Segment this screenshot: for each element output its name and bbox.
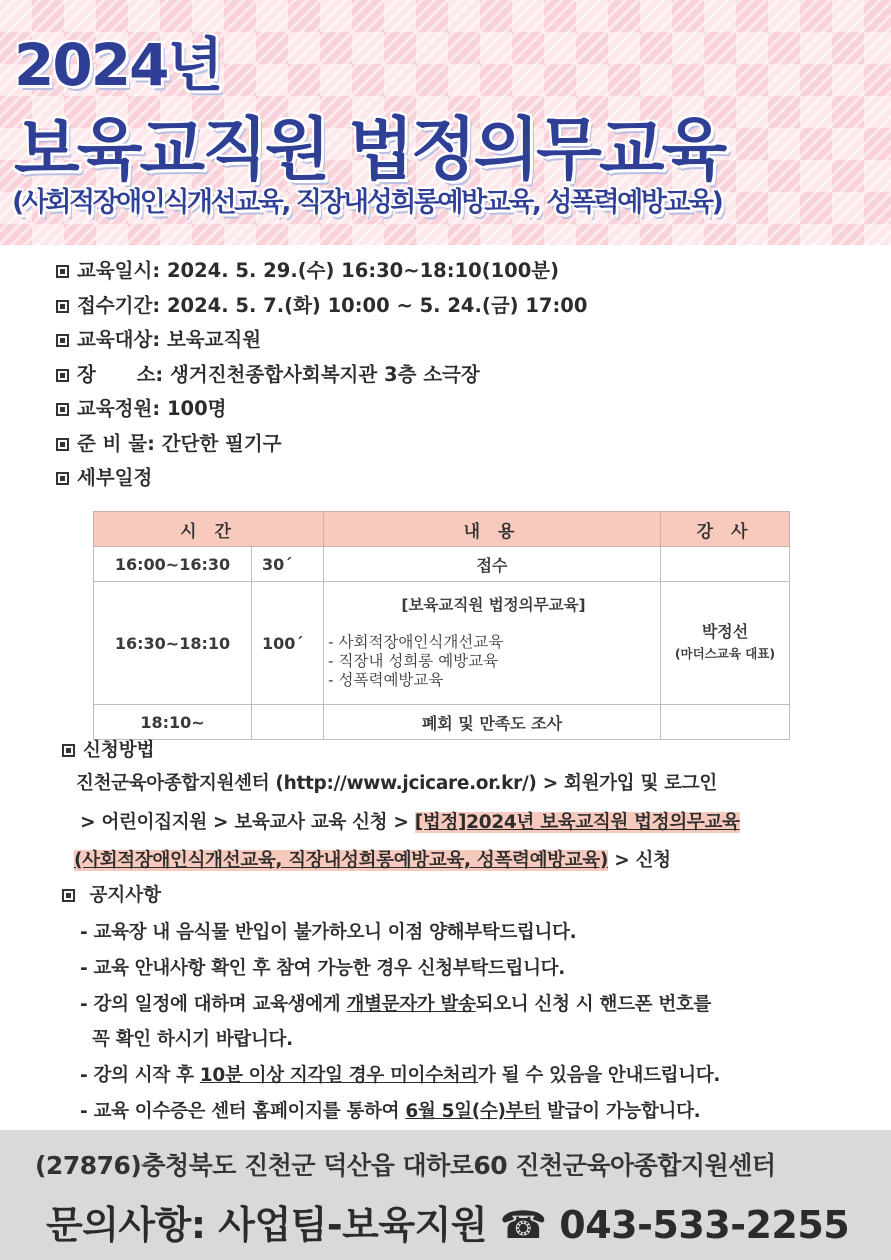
square-bullet-icon: [56, 369, 69, 382]
phone-number: 043-533-2255: [546, 1203, 850, 1247]
content-item: - 사회적장애인식개선교육: [328, 633, 504, 651]
info-value: 보육교직원: [166, 328, 262, 351]
notice-item: [80, 990, 711, 1016]
notice-text: 발급이 가능합니다.: [540, 1101, 701, 1122]
info-item-date: 교육일시: 2024. 5. 29.(수) 16:30~18:10(100분): [56, 254, 587, 289]
main-title: 보육교직원 법정의무교육: [14, 111, 725, 190]
year-title: 2024년: [14, 31, 222, 99]
content-title: [보육교직원 법정의무교육]: [401, 596, 586, 614]
cell-content: 접수: [324, 547, 661, 582]
info-value: 2024. 5. 7.(화) 10:00 ~ 5. 24.(금) 17:00: [166, 293, 588, 317]
header-content: 내 용: [324, 512, 661, 547]
header-lecturer: 강 사: [661, 512, 790, 547]
contact-label: 문의사항: 사업팀-보육지원: [46, 1203, 500, 1247]
notice-text: - 강의 시작 후: [80, 1065, 200, 1086]
cell-duration: 100´: [252, 582, 324, 705]
square-bullet-icon: [56, 265, 69, 278]
square-bullet-icon: [56, 403, 69, 416]
apply-path: > 어린이집지원 > 보육교사 교육 신청 >: [74, 812, 415, 833]
content-item: - 성폭력예방교육: [328, 671, 444, 689]
table-row: [94, 705, 790, 740]
lecturer-name: 박정선: [701, 622, 749, 641]
cell-time: 16:30~18:10: [94, 582, 252, 705]
info-value: 간단한 필기구: [161, 431, 282, 455]
cell-content: 폐회 및 만족도 조사: [324, 705, 661, 740]
content-item: - 직장내 성희롱 예방교육: [328, 652, 499, 670]
apply-heading-text: 신청방법: [83, 740, 155, 761]
notice-text: - 강의 일정에 대하며 교육생에게: [80, 994, 347, 1015]
info-item-registration: 접수기간: 2024. 5. 7.(화) 10:00 ~ 5. 24.(금) 17:00: [56, 289, 587, 324]
notice-emphasis: 6월 5일(수)부터: [405, 1101, 541, 1122]
notice-heading-text: 공지사항: [89, 885, 161, 906]
square-bullet-icon: [56, 438, 69, 451]
notice-item-continued: 꼭 확인 하시기 바랍니다.: [92, 1029, 293, 1050]
notice-emphasis: 10분 이상 지각일 경우 미이수처리: [199, 1065, 478, 1086]
info-value: 생거진천종합사회복지관 3층 소극장: [170, 362, 480, 386]
apply-course-name: [법정]2024년 보육교직원 법정의무교육: [414, 812, 740, 833]
cell-time: 16:00~16:30: [94, 547, 252, 582]
table-row: [94, 582, 790, 705]
cell-time: 18:10~: [94, 705, 252, 740]
info-item-target: 교육대상: 보육교직원: [56, 323, 587, 358]
cell-content: [324, 582, 661, 705]
header-time: 시 간: [94, 512, 324, 547]
footer-address: (27876)충청북도 진천군 덕산읍 대하로60 진천군육아종합지원센터: [35, 1151, 776, 1180]
info-label: 세부일정: [77, 466, 153, 489]
cell-duration: 30´: [252, 547, 324, 582]
square-bullet-icon: [56, 300, 69, 313]
info-label: 교육일시: [77, 259, 153, 282]
notice-item: [80, 1061, 720, 1087]
notice-heading: [62, 881, 161, 907]
info-value: 2024. 5. 29.(수) 16:30~18:10(100분): [166, 259, 560, 282]
lecturer-org: (마더스교육 대표): [674, 646, 776, 661]
info-item-place: 장 소: 생거진천종합사회복지관 3층 소극장: [56, 358, 587, 393]
info-list: [56, 254, 587, 496]
footer: [0, 1130, 891, 1260]
notice-item: - 교육장 내 음식물 반입이 불가하오니 이점 양해부탁드립니다.: [80, 922, 577, 943]
square-bullet-icon: [62, 889, 75, 902]
table-row: [94, 547, 790, 582]
apply-heading: [62, 736, 154, 762]
notice-text: 가 될 수 있음을 안내드립니다.: [477, 1065, 721, 1086]
apply-line-2: [74, 808, 740, 834]
telephone-icon: ☎: [499, 1203, 547, 1247]
apply-course-subtitle: (사회적장애인식개선교육, 직장내성희롱예방교육, 성폭력예방교육): [74, 850, 609, 871]
notice-item: [80, 1097, 700, 1123]
footer-contact: [46, 1194, 849, 1249]
apply-line-3: [74, 846, 671, 872]
info-item-schedule: [56, 461, 587, 496]
notice-emphasis: 개별문자가 발송: [346, 994, 476, 1015]
info-label: 교육정원: [77, 397, 153, 420]
cell-lecturer: [661, 547, 790, 582]
info-item-supplies: 준 비 물: 간단한 필기구: [56, 427, 587, 462]
cell-duration: [252, 705, 324, 740]
apply-line-1: 진천군육아종합지원센터 (http://www.jcicare.or.kr/) > 회원가입 및 로그인: [76, 773, 717, 794]
info-label: 교육대상: [77, 328, 153, 351]
square-bullet-icon: [56, 334, 69, 347]
info-label: 장 소: [77, 362, 156, 386]
cell-lecturer: [661, 705, 790, 740]
apply-final-step: > 신청: [608, 850, 671, 871]
table-header-row: [94, 512, 790, 547]
info-value: 100명: [166, 397, 227, 420]
header-banner: [0, 0, 891, 245]
square-bullet-icon: [62, 744, 75, 757]
schedule-table: [93, 511, 790, 740]
square-bullet-icon: [56, 472, 69, 485]
info-label: 접수기간: [77, 293, 153, 317]
info-label: 준 비 물: [77, 431, 148, 455]
notice-text: 되오니 신청 시 핸드폰 번호를: [475, 994, 712, 1015]
notice-item: - 교육 안내사항 확인 후 참여 가능한 경우 신청부탁드립니다.: [80, 958, 565, 979]
sub-title: (사회적장애인식개선교육, 직장내성희롱예방교육, 성폭력예방교육): [12, 187, 722, 218]
cell-lecturer: [661, 582, 790, 705]
info-item-capacity: 교육정원: 100명: [56, 392, 587, 427]
notice-text: - 교육 이수증은 센터 홈페이지를 통하여: [80, 1101, 406, 1122]
